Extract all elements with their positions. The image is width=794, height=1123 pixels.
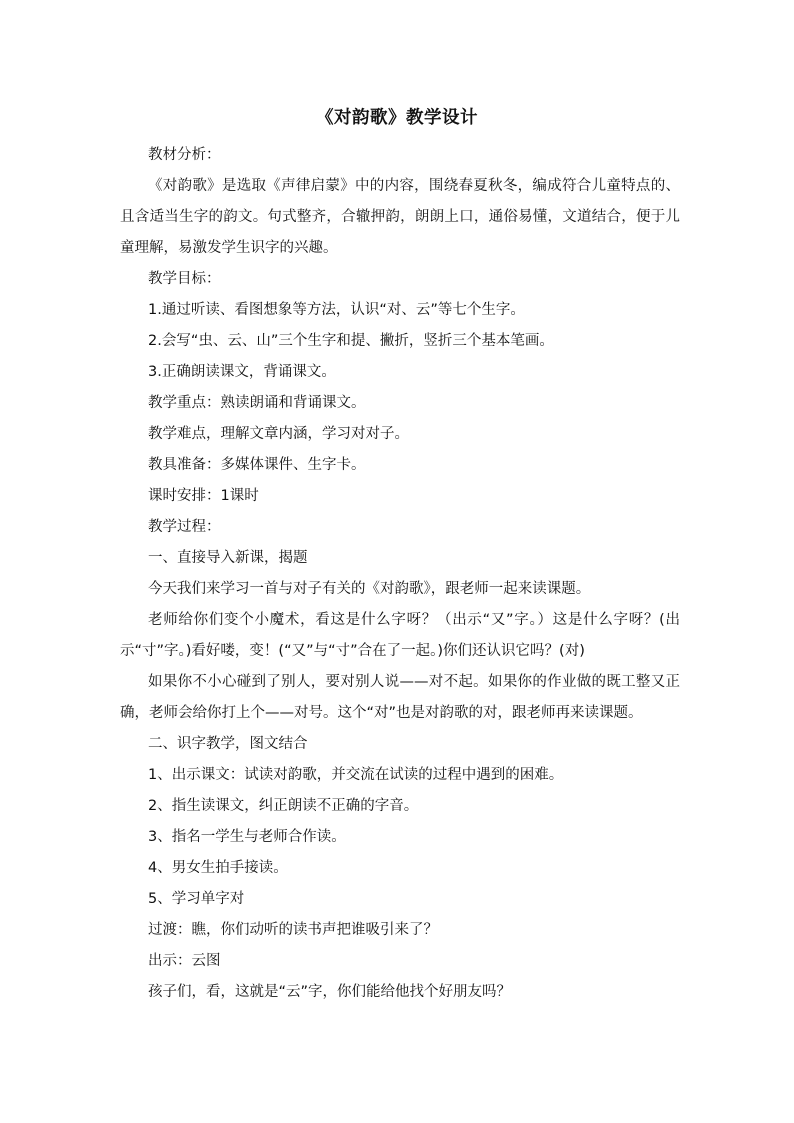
paragraph: 教材分析：: [148, 147, 221, 163]
paragraph: 3.正确朗读课文，背诵课文。: [148, 364, 336, 380]
document-title: 《对韵歌》教学设计: [316, 108, 478, 128]
paragraph: 一、直接导入新课，揭题: [148, 550, 308, 566]
paragraph: 过渡：瞧，你们动听的读书声把谁吸引来了？: [148, 922, 438, 938]
paragraph: 教学难点，理解文章内涵，学习对对子。: [148, 426, 409, 442]
paragraph: 课时安排：1课时: [148, 488, 259, 504]
paragraph: 4、男女生拍手接读。: [148, 860, 288, 876]
paragraph: 二、识字教学，图文结合: [148, 736, 308, 752]
paragraph: 教学重点：熟读朗诵和背诵课文。: [148, 395, 366, 411]
paragraph: 2、指生读课文，纠正朗读不正确的字音。: [148, 798, 419, 814]
paragraph: 今天我们来学习一首与对子有关的《对韵歌》，跟老师一起来读课题。: [148, 581, 591, 597]
paragraph: 教学目标：: [148, 271, 221, 287]
paragraph: 1.通过听读、看图想象等方法，认识“对、云”等七个生字。: [148, 302, 525, 318]
paragraph: 教学过程：: [148, 519, 221, 535]
paragraph: 如果你不小心碰到了别人，要对别人说——对不起。如果你的作业做的既工整又正确，老师会给你打上个——对号。这个“对”也是对韵歌的对，跟老师再来读课题。: [120, 674, 680, 721]
paragraph: 教具准备：多媒体课件、生字卡。: [148, 457, 366, 473]
document-body: [120, 140, 680, 1008]
paragraph: 孩子们，看，这就是“云”字，你们能给他找个好朋友吗？: [148, 984, 512, 1000]
paragraph: 老师给你们变个小魔术，看这是什么字呀？（出示“又”字。）这是什么字呀？(出示“寸”字。)看好喽，变！(“又”与“寸”合在了一起。)你们还认识它吗？(对): [120, 612, 680, 659]
paragraph: 3、指名一学生与老师合作读。: [148, 829, 346, 845]
paragraph: 2.会写“虫、云、山”三个生字和提、撇折，竖折三个基本笔画。: [148, 333, 554, 349]
paragraph: 1、出示课文：试读对韵歌，并交流在试读的过程中遇到的困难。: [148, 767, 564, 783]
paragraph: 《对韵歌》是选取《声律启蒙》中的内容，围绕春夏秋冬，编成符合儿童特点的、且含适当生字的韵文。句式整齐，合辙押韵，朗朗上口，通俗易懂，文道结合，便于儿童理解，易激发学生识字的兴趣。: [120, 178, 680, 256]
paragraph: 出示：云图: [148, 953, 221, 969]
paragraph: 5、学习单字对: [148, 891, 245, 907]
